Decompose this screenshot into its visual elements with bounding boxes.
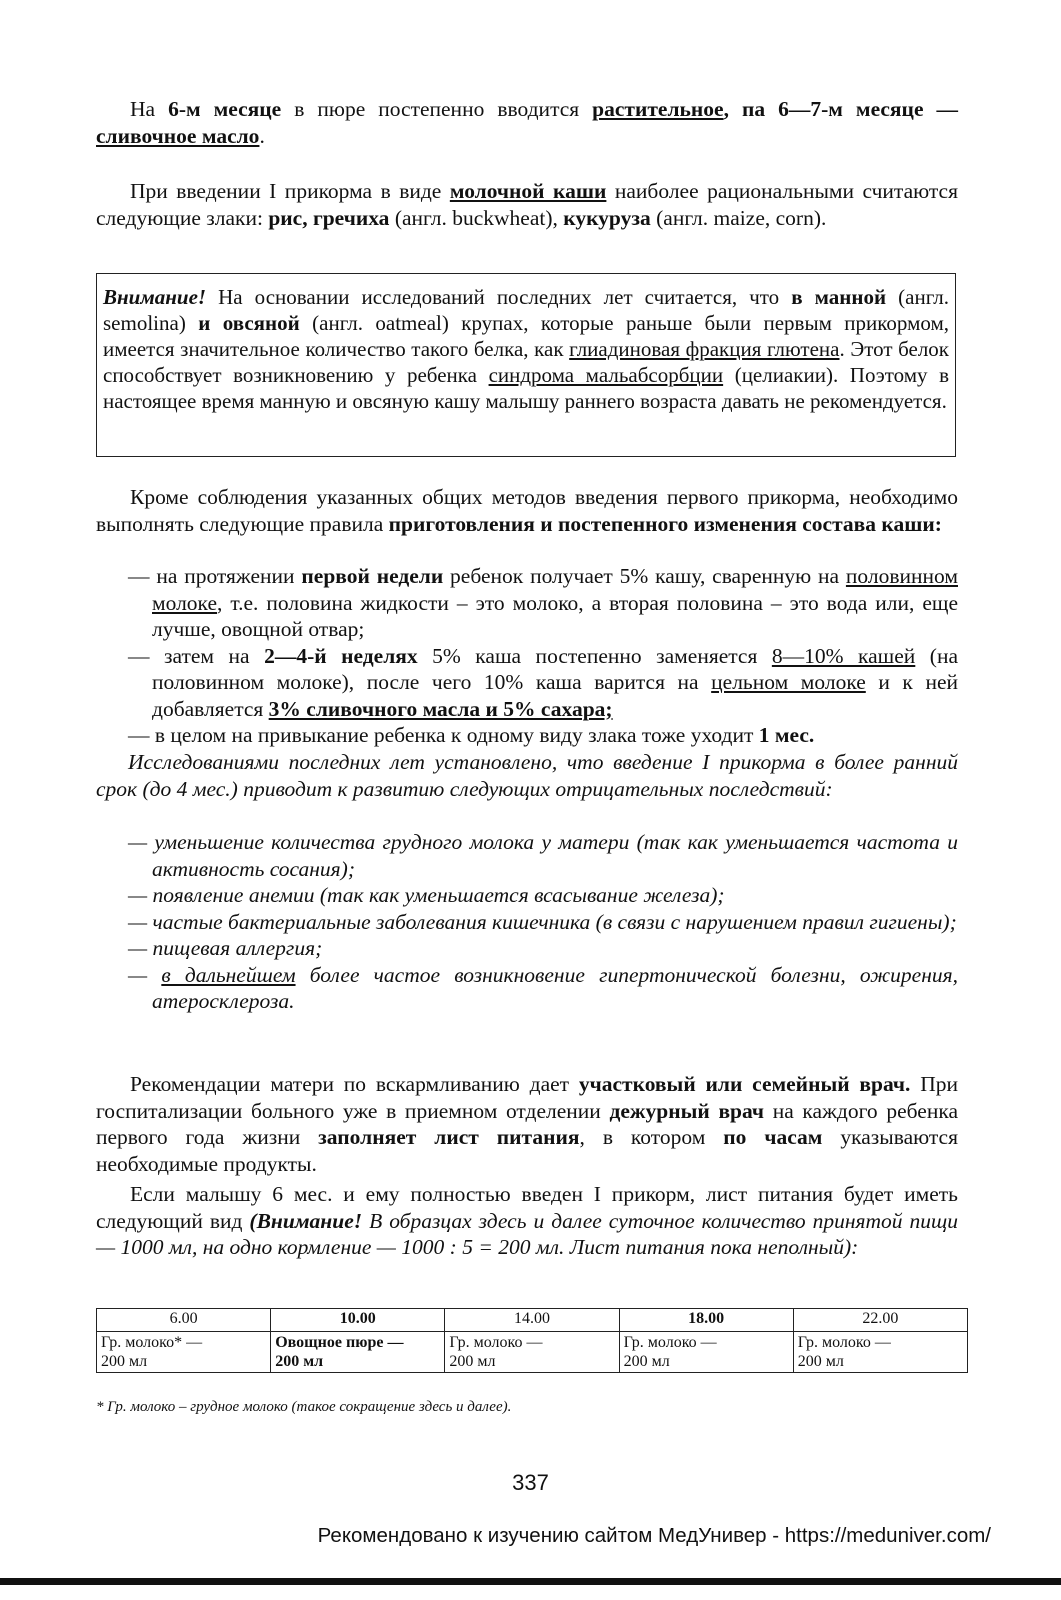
footnote: * Гр. молоко – грудное молоко (такое сокращение здесь и далее). xyxy=(96,1399,512,1415)
attention-box xyxy=(96,273,956,457)
bold-text: рис, гречиха xyxy=(268,205,390,230)
list-item: — появление анемии (так как уменьшается всасывание железа); xyxy=(128,883,725,907)
text: (целиакии). Поэтому в настоящее время манную и овсяную кашу малышу раннего возраста давать не рекомендуется. xyxy=(103,363,950,413)
cell-line: Гр. молоко* — xyxy=(101,1334,203,1351)
list-item xyxy=(96,962,958,1015)
paragraph-research-intro xyxy=(96,749,958,802)
bold-text: 6-м месяце xyxy=(168,97,282,121)
text: На xyxy=(130,97,169,121)
consequences-list xyxy=(96,829,958,1015)
table-header: 18.00 xyxy=(619,1309,793,1332)
bold-text: первой недели xyxy=(301,564,444,588)
text: на каждого ребенка первого года жизни xyxy=(96,1098,958,1149)
cell-line: 200 мл xyxy=(449,1353,496,1370)
text: — в целом на привыкание ребенка к одному виду злака тоже уходит xyxy=(128,723,759,747)
paragraph-cereals xyxy=(96,178,958,231)
table-header: 6.00 xyxy=(97,1309,271,1332)
bold-text: 2—4-й неделях xyxy=(264,643,418,668)
bold-text: приготовления и постепенного изменения состава каши: xyxy=(388,511,942,536)
paragraph-feeding-sheet xyxy=(96,1181,958,1261)
bold-text: заполняет лист питания xyxy=(318,1125,580,1149)
text: При госпитализации больного уже в приемном отделении xyxy=(96,1072,958,1123)
underline-text: цельном молоке xyxy=(711,670,866,694)
bold-text: , па 6—7-м месяце — xyxy=(723,97,958,121)
cell-line: Гр. молоко — xyxy=(623,1334,717,1351)
list-item: — пищевая аллергия; xyxy=(128,936,323,960)
bold-text: и овсяной xyxy=(198,311,300,335)
list-item: — уменьшение количества грудного молока у матери (так как уменьшается частота и активность сосания); xyxy=(128,830,958,881)
paragraph-recommendations xyxy=(96,1071,958,1177)
bold-text: кукуруза xyxy=(563,205,651,230)
text: — на протяжении xyxy=(128,564,302,588)
bold-italic-text: (Внимание! xyxy=(249,1208,363,1233)
list-item xyxy=(96,643,958,723)
list-item: — частые бактериальные заболевания кишечника (в связи с нарушением правил гигиены); xyxy=(128,909,957,934)
text: . Этот белок способствует возникновению у ребенка xyxy=(103,337,949,387)
text: (англ. oatmeal) крупах, которые раньше были первым прикормом, имеется значительное количество такого белка, как xyxy=(103,311,950,361)
cell-line: Овощное пюре — xyxy=(275,1334,404,1351)
text: Если малышу 6 мес. и ему полностью введен I прикорм, лист питания будет иметь следующий вид xyxy=(96,1182,958,1233)
bold-text: участковый или семейный врач. xyxy=(578,1072,911,1096)
table-cell xyxy=(793,1332,967,1373)
underline-text: половинном молоке xyxy=(152,564,958,615)
table-cell xyxy=(271,1332,445,1373)
text: При введении I прикорма в виде xyxy=(130,179,450,203)
table-header: 22.00 xyxy=(793,1309,967,1332)
text: более частое возникновение гипертонической болезни, ожирения, атеросклероза. xyxy=(152,962,958,1013)
bold-underline-text: 3% сливочного масла и 5% сахара; xyxy=(268,696,613,721)
text: и к ней добавляется xyxy=(152,670,959,721)
underline-text: в дальнейшем xyxy=(161,962,296,987)
text: (англ. buckwheat), xyxy=(389,205,564,230)
paragraph-rules-intro xyxy=(96,484,958,537)
bottom-rule xyxy=(0,1578,1061,1585)
cell-line: 200 мл xyxy=(797,1353,844,1370)
text: Кроме соблюдения указанных общих методов введения первого прикорма, необходимо выполнять следующие правила xyxy=(96,485,958,536)
text: , в котором xyxy=(579,1125,724,1149)
italic-text: В образцах здесь и далее суточное количество принятой пищи — 1000 мл, на одно кормление — 1000 : 5 = 200 мл. Лист питания пока неполный): xyxy=(96,1208,959,1259)
text: ребенок получает 5% кашу, сваренную на xyxy=(443,564,846,588)
cell-line: Гр. молоко — xyxy=(797,1334,891,1351)
cell-line: Гр. молоко — xyxy=(449,1334,543,1351)
bold-text: по часам xyxy=(723,1125,823,1149)
bold-underline-text: растительное xyxy=(592,97,724,121)
underline-text: синдрома мальабсорбции xyxy=(488,363,724,387)
bold-text: дежурный врач xyxy=(609,1098,765,1123)
bold-text: 1 мес. xyxy=(758,723,815,747)
list-item xyxy=(96,722,958,749)
page-number: 337 xyxy=(512,1470,549,1495)
bold-underline-text: молочной каши xyxy=(449,179,607,203)
table-header: 14.00 xyxy=(445,1309,619,1332)
text: 5% каша постепенно заменяется xyxy=(417,643,772,668)
bold-text: в манной xyxy=(791,285,887,309)
attention-text xyxy=(103,284,949,414)
bold-underline-text: сливочное масло xyxy=(96,123,260,148)
table-cell xyxy=(619,1332,793,1373)
underline-text: 8—10% кашей xyxy=(771,643,916,668)
table-cell xyxy=(445,1332,619,1373)
text: (англ. maize, corn). xyxy=(650,205,827,230)
bold-italic-text: Внимание! xyxy=(103,285,207,309)
credit-line: Рекомендовано к изучению сайтом МедУнивер - https://meduniver.com/ xyxy=(317,1524,991,1547)
cell-line: 200 мл xyxy=(101,1353,148,1370)
cell-line: 200 мл xyxy=(275,1353,324,1370)
table-header-row xyxy=(97,1309,968,1332)
list-item xyxy=(96,563,958,643)
cell-line: 200 мл xyxy=(623,1353,670,1370)
feeding-table xyxy=(96,1308,968,1373)
text: (на половинном молоке), после чего 10% каша варится на xyxy=(152,643,959,694)
text: наиболее рациональными считаются следующие злаки: xyxy=(96,179,958,230)
text: Рекомендации матери по вскармливанию дает xyxy=(130,1072,579,1096)
rules-list xyxy=(96,563,958,749)
text: , т.е. половина жидкости – это молоко, а вторая половина – это вода или, еще лучше, овощной отвар; xyxy=(152,590,958,641)
table-header: 10.00 xyxy=(271,1309,445,1332)
text: (англ. semolina) xyxy=(103,285,949,335)
italic-text: Исследованиями последних лет установлено, что введение I прикорма в более ранний срок (до 4 мес.) приводит к развитию следующих отрицательных последствий: xyxy=(96,750,958,801)
text: На основании исследований последних лет считается, что xyxy=(206,285,792,309)
underline-text: глиадиновая фракция глютена xyxy=(569,337,840,361)
text: указываются необходимые продукты. xyxy=(96,1125,958,1176)
text: — затем на xyxy=(128,643,265,668)
text: . xyxy=(259,123,265,148)
text: в пюре постепенно вводится xyxy=(281,97,593,121)
paragraph-oils xyxy=(96,96,958,149)
text: — xyxy=(128,962,162,987)
table-cell xyxy=(97,1332,271,1373)
table-row xyxy=(97,1332,968,1373)
